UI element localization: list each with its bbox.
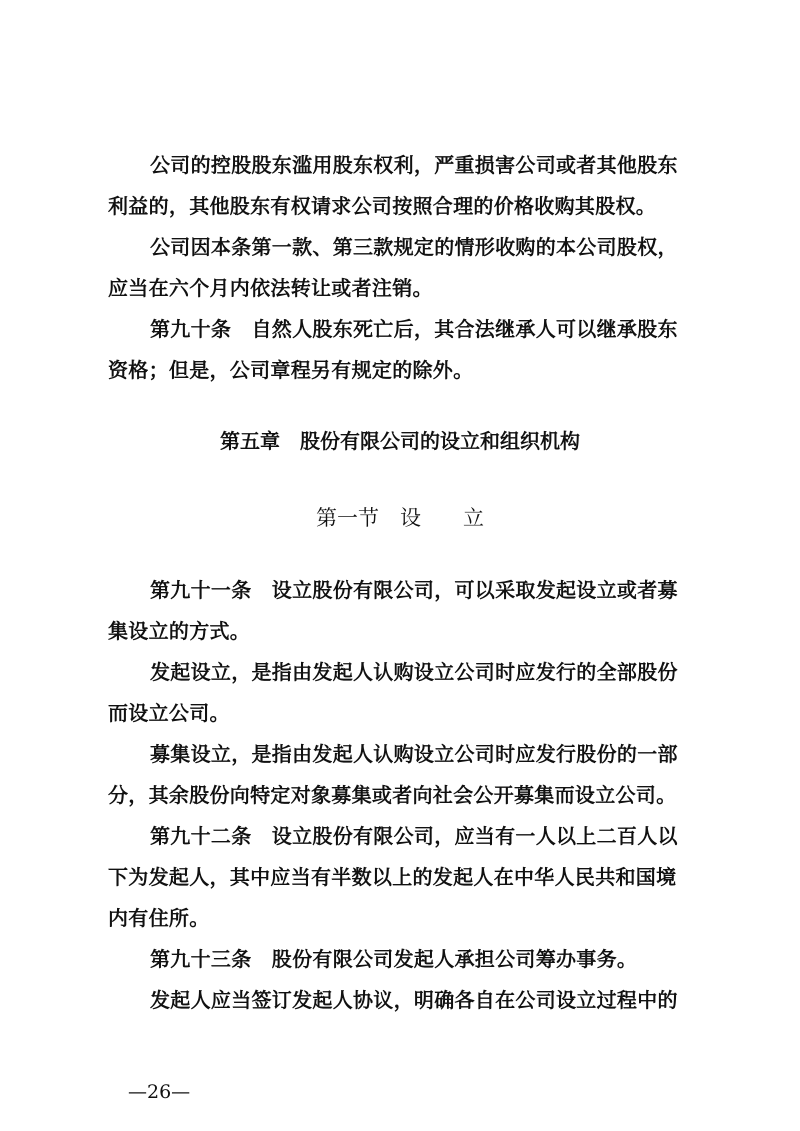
paragraph-line: 下为发起人，其中应当有半数以上的发起人在中华人民共和国境 [108, 865, 677, 889]
paragraph-line: 第九十二条 设立股份有限公司，应当有一人以上二百人以 [150, 824, 678, 848]
paragraph-line: 第九十三条 股份有限公司发起人承担公司筹办事务。 [150, 947, 638, 971]
paragraph-line: 应当在六个月内依法转让或者注销。 [108, 276, 433, 300]
paragraph-line: 第九十一条 设立股份有限公司，可以采取发起设立或者募 [150, 578, 678, 602]
paragraph-line: 发起设立，是指由发起人认购设立公司时应发行的全部股份 [150, 660, 678, 684]
paragraph-line: 而设立公司。 [108, 701, 230, 725]
paragraph-line: 发起人应当签订发起人协议，明确各自在公司设立过程中的 [150, 988, 678, 1012]
section-heading: 第一节 设 立 [316, 506, 484, 530]
chapter-heading: 第五章 股份有限公司的设立和组织机构 [220, 429, 580, 453]
page-number: —26— [128, 1081, 191, 1103]
paragraph-line: 公司因本条第一款、第三款规定的情形收购的本公司股权， [150, 235, 678, 259]
paragraph-line: 公司的控股股东滥用股东权利，严重损害公司或者其他股东 [150, 153, 678, 177]
paragraph-line: 分，其余股份向特定对象募集或者向社会公开募集而设立公司。 [108, 783, 677, 807]
paragraph-line: 募集设立，是指由发起人认购设立公司时应发行股份的一部 [150, 742, 678, 766]
paragraph-line: 利益的，其他股东有权请求公司按照合理的价格收购其股权。 [108, 194, 657, 218]
paragraph-line: 第九十条 自然人股东死亡后，其合法继承人可以继承股东 [150, 317, 678, 341]
paragraph-line: 资格；但是，公司章程另有规定的除外。 [108, 358, 474, 382]
paragraph-line: 集设立的方式。 [108, 619, 251, 643]
paragraph-line: 内有住所。 [108, 906, 210, 930]
